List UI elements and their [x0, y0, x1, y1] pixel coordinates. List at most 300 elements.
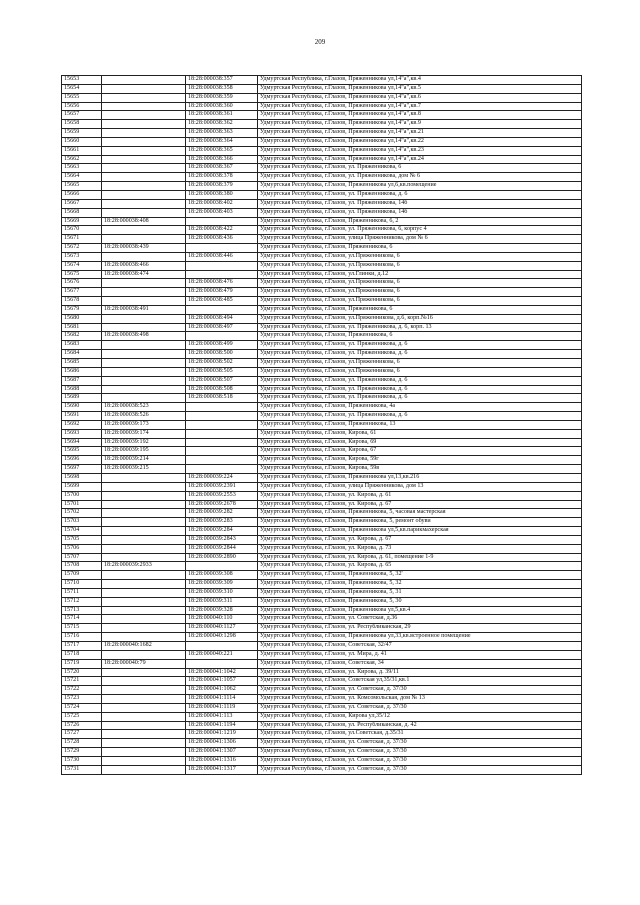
table-row: [62, 721, 582, 730]
cadastral-number-object-cell: 18:28:000041:1042: [186, 668, 258, 677]
cadastral-number-object-cell: 18:28:000038:403: [186, 208, 258, 217]
cadastral-number-parcel-cell: 18:28:000039:2933: [102, 562, 186, 571]
cadastral-number-object-cell: 18:28:000039:308: [186, 571, 258, 580]
address-cell: Удмуртская Республика, г.Глазов, Кирова, 61: [258, 429, 582, 438]
table-row: [62, 668, 582, 677]
row-number-cell: 15665: [62, 182, 102, 191]
row-number-cell: 15692: [62, 420, 102, 429]
address-cell: Удмуртская Республика, г.Глазов, Кирова, 59г: [258, 456, 582, 465]
cadastral-number-object-cell: 18:28:000038:361: [186, 111, 258, 120]
address-cell: Удмуртская Республика, г.Глазов, Пряженникова, 6: [258, 244, 582, 253]
address-cell: Удмуртская Республика, г.Глазов, ул. Республиканская, д. 42: [258, 721, 582, 730]
cadastral-number-parcel-cell: [102, 208, 186, 217]
cadastral-number-parcel-cell: 18:28:000039:214: [102, 456, 186, 465]
address-cell: Удмуртская Республика, г.Глазов, ул.Пряженникова, 6: [258, 297, 582, 306]
table-row: [62, 120, 582, 129]
row-number-cell: 15716: [62, 633, 102, 642]
row-number-cell: 15731: [62, 765, 102, 774]
row-number-cell: 15730: [62, 756, 102, 765]
address-cell: Удмуртская Республика, г.Глазов, Пряженникова, 5, 32: [258, 580, 582, 589]
table-row: [62, 76, 582, 85]
table-row: [62, 677, 582, 686]
address-cell: Удмуртская Республика, г.Глазов, Пряженникова, 5, 30: [258, 597, 582, 606]
address-cell: Удмуртская Республика, г.Глазов, ул. Советская, д. 37/30: [258, 686, 582, 695]
address-cell: Удмуртская Республика, г.Глазов, ул. Пряженникова, д. 6: [258, 341, 582, 350]
address-cell: Удмуртская Республика, г.Глазов, ул. Советская, д. 37/30: [258, 748, 582, 757]
cadastral-number-parcel-cell: [102, 527, 186, 536]
address-cell: Удмуртская Республика, г.Глазов, Кирова, 67: [258, 447, 582, 456]
row-number-cell: 15663: [62, 164, 102, 173]
cadastral-number-parcel-cell: 18:28:000038:523: [102, 403, 186, 412]
table-row: [62, 491, 582, 500]
address-cell: Удмуртская Республика, г.Глазов, Пряженникова ул,33,кв.встроенное помещение: [258, 633, 582, 642]
address-cell: Удмуртская Республика, г.Глазов, Пряженникова ул,14"а",кв.24: [258, 155, 582, 164]
table-row: [62, 394, 582, 403]
cadastral-number-object-cell: [186, 270, 258, 279]
address-cell: Удмуртская Республика, г.Глазов, Советская, 32/47: [258, 642, 582, 651]
row-number-cell: 15697: [62, 465, 102, 474]
address-cell: Удмуртская Республика, г.Глазов, ул. Пряженникова, дом № 6: [258, 173, 582, 182]
address-cell: Удмуртская Республика, г.Глазов, Пряженникова, 5, 31: [258, 588, 582, 597]
address-cell: Удмуртская Республика, г.Глазов, ул.Пряженникова, 6: [258, 359, 582, 368]
cadastral-number-parcel-cell: [102, 668, 186, 677]
row-number-cell: 15709: [62, 571, 102, 580]
cadastral-number-object-cell: 18:28:000039:310: [186, 588, 258, 597]
cadastral-number-parcel-cell: [102, 686, 186, 695]
address-cell: Удмуртская Республика, г.Глазов, ул. Республиканская, 29: [258, 624, 582, 633]
address-cell: Удмуртская Республика, г.Глазов, ул. Мира, д. 41: [258, 650, 582, 659]
table-row: [62, 412, 582, 421]
cadastral-number-parcel-cell: 18:28:000039:174: [102, 429, 186, 438]
cadastral-number-object-cell: 18:28:000041:1306: [186, 739, 258, 748]
row-number-cell: 15655: [62, 93, 102, 102]
row-number-cell: 15694: [62, 438, 102, 447]
row-number-cell: 15661: [62, 146, 102, 155]
row-number-cell: 15687: [62, 376, 102, 385]
cadastral-number-parcel-cell: [102, 615, 186, 624]
cadastral-number-parcel-cell: 18:28:000038:466: [102, 261, 186, 270]
cadastral-number-object-cell: 18:28:000039:2890: [186, 553, 258, 562]
table-row: [62, 553, 582, 562]
row-number-cell: 15700: [62, 491, 102, 500]
table-row: [62, 129, 582, 138]
cadastral-number-object-cell: 18:28:000039:309: [186, 580, 258, 589]
row-number-cell: 15667: [62, 199, 102, 208]
cadastral-number-object-cell: [186, 332, 258, 341]
cadastral-number-parcel-cell: [102, 288, 186, 297]
cadastral-number-parcel-cell: [102, 235, 186, 244]
cadastral-number-parcel-cell: [102, 606, 186, 615]
cadastral-number-parcel-cell: [102, 164, 186, 173]
address-cell: Удмуртская Республика, г.Глазов, Кирова, 69: [258, 438, 582, 447]
cadastral-number-parcel-cell: [102, 756, 186, 765]
table-row: [62, 544, 582, 553]
table-row: [62, 314, 582, 323]
address-cell: Удмуртская Республика, г.Глазов, ул.Пряженникова, 6: [258, 279, 582, 288]
cadastral-number-object-cell: 18:28:000038:494: [186, 314, 258, 323]
cadastral-number-parcel-cell: [102, 323, 186, 332]
page-number: 209: [314, 38, 326, 46]
row-number-cell: 15696: [62, 456, 102, 465]
address-cell: Удмуртская Республика, г.Глазов, ул. Кирова, д. 65: [258, 562, 582, 571]
row-number-cell: 15683: [62, 341, 102, 350]
address-cell: Удмуртская Республика, г.Глазов, ул. Кирова, д. 61: [258, 491, 582, 500]
cadastral-number-parcel-cell: [102, 509, 186, 518]
row-number-cell: 15702: [62, 509, 102, 518]
address-cell: Удмуртская Республика, г.Глазов, ул. Кирова, д. 67: [258, 535, 582, 544]
cadastral-number-object-cell: 18:28:000038:380: [186, 190, 258, 199]
table-row: [62, 376, 582, 385]
cadastral-number-object-cell: 18:28:000038:518: [186, 394, 258, 403]
cadastral-number-object-cell: 18:28:000041:1119: [186, 703, 258, 712]
cadastral-number-parcel-cell: [102, 93, 186, 102]
table-row: [62, 588, 582, 597]
row-number-cell: 15680: [62, 314, 102, 323]
row-number-cell: 15713: [62, 606, 102, 615]
address-cell: Удмуртская Республика, г.Глазов, ул. Кирова, д. 73: [258, 544, 582, 553]
row-number-cell: 15681: [62, 323, 102, 332]
cadastral-number-object-cell: 18:28:000039:282: [186, 509, 258, 518]
cadastral-number-object-cell: 18:28:000039:2844: [186, 544, 258, 553]
table-row: [62, 465, 582, 474]
table-row: [62, 226, 582, 235]
address-cell: Удмуртская Республика, г.Глазов, Пряженникова, 6, 2: [258, 217, 582, 226]
address-cell: Удмуртская Республика, г.Глазов, ул. Пряженникова, д. 6: [258, 190, 582, 199]
address-cell: Удмуртская Республика, г.Глазов, ул. Советская, д.36: [258, 615, 582, 624]
cadastral-number-parcel-cell: [102, 76, 186, 85]
row-number-cell: 15679: [62, 305, 102, 314]
address-cell: Удмуртская Республика, г.Глазов, улица Пряженникова, дом 13: [258, 482, 582, 491]
cadastral-number-parcel-cell: [102, 748, 186, 757]
cadastral-number-object-cell: 18:28:000038:476: [186, 279, 258, 288]
cadastral-number-parcel-cell: [102, 650, 186, 659]
cadastral-number-object-cell: 18:28:000040:221: [186, 650, 258, 659]
cadastral-number-object-cell: [186, 217, 258, 226]
cadastral-number-object-cell: 18:28:000039:283: [186, 518, 258, 527]
cadastral-number-object-cell: [186, 261, 258, 270]
cadastral-number-parcel-cell: 18:28:000039:195: [102, 447, 186, 456]
address-cell: Удмуртская Республика, г.Глазов, ул. Советская, д. 37/30: [258, 765, 582, 774]
table-row: [62, 235, 582, 244]
table-row: [62, 624, 582, 633]
cadastral-number-parcel-cell: 18:28:000038:474: [102, 270, 186, 279]
cadastral-number-object-cell: 18:28:000039:311: [186, 597, 258, 606]
cadastral-number-object-cell: 18:28:000038:357: [186, 76, 258, 85]
cadastral-number-parcel-cell: [102, 677, 186, 686]
cadastral-number-parcel-cell: [102, 394, 186, 403]
address-cell: Удмуртская Республика, г.Глазов, ул. Кирова, д. 61, помещение 1-9: [258, 553, 582, 562]
cadastral-number-parcel-cell: 18:28:000038:526: [102, 412, 186, 421]
cadastral-number-parcel-cell: [102, 730, 186, 739]
row-number-cell: 15699: [62, 482, 102, 491]
table-row: [62, 642, 582, 651]
address-cell: Удмуртская Республика, г.Глазов, Пряженникова ул,14"а",кв.23: [258, 146, 582, 155]
address-cell: Удмуртская Республика, г.Глазов, Пряженникова ул,14"а",кв.4: [258, 76, 582, 85]
row-number-cell: 15657: [62, 111, 102, 120]
address-cell: Удмуртская Республика, г.Глазов, ул.Пряженникова, 6: [258, 288, 582, 297]
address-cell: Удмуртская Республика, г.Глазов, ул.Советская, д.35/31: [258, 730, 582, 739]
table-row: [62, 695, 582, 704]
cadastral-number-object-cell: 18:28:000038:358: [186, 84, 258, 93]
cadastral-number-object-cell: 18:28:000039:328: [186, 606, 258, 615]
table-row: [62, 350, 582, 359]
cadastral-number-parcel-cell: [102, 597, 186, 606]
row-number-cell: 15724: [62, 703, 102, 712]
cadastral-number-parcel-cell: [102, 553, 186, 562]
address-cell: Удмуртская Республика, г.Глазов, улица Пряженникова, дом № 6: [258, 235, 582, 244]
cadastral-number-parcel-cell: [102, 279, 186, 288]
cadastral-number-object-cell: 18:28:000039:2553: [186, 491, 258, 500]
table-row: [62, 615, 582, 624]
table-row: [62, 102, 582, 111]
cadastral-number-parcel-cell: 18:28:000040:1682: [102, 642, 186, 651]
table-row: [62, 606, 582, 615]
table-row: [62, 473, 582, 482]
cadastral-number-object-cell: 18:28:000039:2678: [186, 500, 258, 509]
cadastral-number-parcel-cell: [102, 314, 186, 323]
cadastral-number-object-cell: [186, 659, 258, 668]
table-row: [62, 111, 582, 120]
cadastral-number-parcel-cell: 18:28:000038:439: [102, 244, 186, 253]
cadastral-number-parcel-cell: [102, 120, 186, 129]
cadastral-number-object-cell: 18:28:000038:364: [186, 137, 258, 146]
table-row: [62, 190, 582, 199]
cadastral-number-parcel-cell: [102, 739, 186, 748]
table-row: [62, 164, 582, 173]
table-row: [62, 730, 582, 739]
address-cell: Удмуртская Республика, г.Глазов, ул. Пряженникова, д. 6: [258, 376, 582, 385]
row-number-cell: 15678: [62, 297, 102, 306]
cadastral-number-parcel-cell: [102, 199, 186, 208]
address-cell: Удмуртская Республика, г.Глазов, Пряженникова ул,14"а",кв.22: [258, 137, 582, 146]
address-cell: Удмуртская Республика, г.Глазов, Пряженникова, 5, часовая мастерская: [258, 509, 582, 518]
cadastral-number-object-cell: 18:28:000038:366: [186, 155, 258, 164]
cadastral-number-parcel-cell: 18:28:000039:215: [102, 465, 186, 474]
row-number-cell: 15691: [62, 412, 102, 421]
cadastral-number-parcel-cell: 18:28:000038:408: [102, 217, 186, 226]
cadastral-number-parcel-cell: [102, 721, 186, 730]
cadastral-number-parcel-cell: [102, 385, 186, 394]
row-number-cell: 15718: [62, 650, 102, 659]
address-cell: Удмуртская Республика, г.Глазов, Кирова, 59в: [258, 465, 582, 474]
table-row: [62, 562, 582, 571]
cadastral-number-parcel-cell: [102, 695, 186, 704]
table-row: [62, 323, 582, 332]
row-number-cell: 15715: [62, 624, 102, 633]
row-number-cell: 15658: [62, 120, 102, 129]
address-cell: Удмуртская Республика, г.Глазов, ул. Кирова, д. 39/11: [258, 668, 582, 677]
table-row: [62, 756, 582, 765]
address-cell: Удмуртская Республика, г.Глазов, ул. Пряженникова, д. 6: [258, 385, 582, 394]
cadastral-number-object-cell: [186, 642, 258, 651]
address-cell: Удмуртская Республика, г.Глазов, Пряженникова, 6: [258, 332, 582, 341]
row-number-cell: 15708: [62, 562, 102, 571]
row-number-cell: 15673: [62, 252, 102, 261]
cadastral-number-parcel-cell: [102, 359, 186, 368]
address-cell: Удмуртская Республика, г.Глазов, ул. Советская, д. 37/30: [258, 703, 582, 712]
cadastral-number-object-cell: [186, 429, 258, 438]
registry-table: [61, 75, 582, 775]
cadastral-number-object-cell: 18:28:000041:1194: [186, 721, 258, 730]
cadastral-number-object-cell: 18:28:000041:113: [186, 712, 258, 721]
table-row: [62, 686, 582, 695]
table-row: [62, 359, 582, 368]
address-cell: Удмуртская Республика, г.Глазов, ул. Пряженникова, д. 6: [258, 394, 582, 403]
cadastral-number-object-cell: 18:28:000041:1057: [186, 677, 258, 686]
table-row: [62, 403, 582, 412]
address-cell: Удмуртская Республика, г.Глазов, Пряженникова ул,13,кв.216: [258, 473, 582, 482]
address-cell: Удмуртская Республика, г.Глазов, ул.Пряженникова, 6: [258, 252, 582, 261]
cadastral-number-object-cell: [186, 447, 258, 456]
table-row: [62, 367, 582, 376]
address-cell: Удмуртская Республика, г.Глазов, Пряженникова ул,14"а",кв.9: [258, 120, 582, 129]
cadastral-number-parcel-cell: 18:28:000038:498: [102, 332, 186, 341]
cadastral-number-parcel-cell: 18:28:000040:79: [102, 659, 186, 668]
row-number-cell: 15711: [62, 588, 102, 597]
row-number-cell: 15686: [62, 367, 102, 376]
row-number-cell: 15714: [62, 615, 102, 624]
row-number-cell: 15666: [62, 190, 102, 199]
cadastral-number-parcel-cell: [102, 102, 186, 111]
cadastral-number-parcel-cell: [102, 712, 186, 721]
address-cell: Удмуртская Республика, г.Глазов, ул. Пряженникова, 14б: [258, 199, 582, 208]
cadastral-number-parcel-cell: [102, 588, 186, 597]
cadastral-number-parcel-cell: [102, 155, 186, 164]
table-row: [62, 93, 582, 102]
cadastral-number-parcel-cell: [102, 571, 186, 580]
cadastral-number-object-cell: 18:28:000041:1114: [186, 695, 258, 704]
table-row: [62, 482, 582, 491]
cadastral-number-parcel-cell: [102, 544, 186, 553]
row-number-cell: 15712: [62, 597, 102, 606]
cadastral-number-parcel-cell: 18:28:000039:192: [102, 438, 186, 447]
cadastral-number-parcel-cell: [102, 535, 186, 544]
row-number-cell: 15705: [62, 535, 102, 544]
cadastral-number-object-cell: 18:28:000038:367: [186, 164, 258, 173]
address-cell: Удмуртская Республика, г.Глазов, Пряженникова ул,14"а",кв.7: [258, 102, 582, 111]
table-row: [62, 182, 582, 191]
row-number-cell: 15671: [62, 235, 102, 244]
cadastral-number-parcel-cell: [102, 129, 186, 138]
cadastral-number-object-cell: 18:28:000038:499: [186, 341, 258, 350]
registry-table-body: [62, 76, 582, 775]
row-number-cell: 15690: [62, 403, 102, 412]
cadastral-number-object-cell: 18:28:000038:365: [186, 146, 258, 155]
cadastral-number-object-cell: 18:28:000041:1317: [186, 765, 258, 774]
table-row: [62, 173, 582, 182]
row-number-cell: 15670: [62, 226, 102, 235]
row-number-cell: 15674: [62, 261, 102, 270]
table-row: [62, 270, 582, 279]
cadastral-number-parcel-cell: [102, 146, 186, 155]
address-cell: Удмуртская Республика, г.Глазов, ул.Пряженникова, 6: [258, 261, 582, 270]
cadastral-number-parcel-cell: [102, 765, 186, 774]
table-row: [62, 650, 582, 659]
cadastral-number-object-cell: [186, 465, 258, 474]
cadastral-number-object-cell: 18:28:000041:1307: [186, 748, 258, 757]
table-row: [62, 535, 582, 544]
cadastral-number-parcel-cell: [102, 252, 186, 261]
table-row: [62, 456, 582, 465]
cadastral-number-object-cell: 18:28:000038:505: [186, 367, 258, 376]
cadastral-number-object-cell: [186, 403, 258, 412]
row-number-cell: 15682: [62, 332, 102, 341]
cadastral-number-parcel-cell: [102, 190, 186, 199]
table-row: [62, 748, 582, 757]
cadastral-number-parcel-cell: [102, 173, 186, 182]
cadastral-number-object-cell: 18:28:000039:2391: [186, 482, 258, 491]
cadastral-number-object-cell: 18:28:000038:485: [186, 297, 258, 306]
row-number-cell: 15701: [62, 500, 102, 509]
row-number-cell: 15723: [62, 695, 102, 704]
table-row: [62, 500, 582, 509]
table-row: [62, 703, 582, 712]
cadastral-number-object-cell: 18:28:000038:446: [186, 252, 258, 261]
row-number-cell: 15693: [62, 429, 102, 438]
row-number-cell: 15676: [62, 279, 102, 288]
table-row: [62, 385, 582, 394]
row-number-cell: 15675: [62, 270, 102, 279]
address-cell: Удмуртская Республика, г.Глазов, ул. Пряженникова, д. 6, корп. 13: [258, 323, 582, 332]
row-number-cell: 15728: [62, 739, 102, 748]
cadastral-number-object-cell: 18:28:000038:378: [186, 173, 258, 182]
table-row: [62, 447, 582, 456]
cadastral-number-object-cell: 18:28:000040:110: [186, 615, 258, 624]
table-row: [62, 429, 582, 438]
row-number-cell: 15703: [62, 518, 102, 527]
address-cell: Удмуртская Республика, г.Глазов, Пряженникова ул,6,кв.помещение: [258, 182, 582, 191]
row-number-cell: 15710: [62, 580, 102, 589]
cadastral-number-object-cell: [186, 412, 258, 421]
row-number-cell: 15722: [62, 686, 102, 695]
cadastral-number-parcel-cell: [102, 633, 186, 642]
cadastral-number-object-cell: [186, 562, 258, 571]
address-cell: Удмуртская Республика, г.Глазов, ул. Кирова, д. 67: [258, 500, 582, 509]
row-number-cell: 15707: [62, 553, 102, 562]
address-cell: Удмуртская Республика, г.Глазов, ул. Советская, д. 37/30: [258, 756, 582, 765]
cadastral-number-parcel-cell: [102, 297, 186, 306]
row-number-cell: 15677: [62, 288, 102, 297]
row-number-cell: 15672: [62, 244, 102, 253]
address-cell: Удмуртская Республика, г.Глазов, ул.Пряженникова, д.6, корп.№16: [258, 314, 582, 323]
cadastral-number-object-cell: 18:28:000039:2843: [186, 535, 258, 544]
cadastral-number-object-cell: 18:28:000038:359: [186, 93, 258, 102]
table-row: [62, 305, 582, 314]
table-row: [62, 217, 582, 226]
table-row: [62, 712, 582, 721]
cadastral-number-parcel-cell: [102, 482, 186, 491]
cadastral-number-parcel-cell: [102, 367, 186, 376]
cadastral-number-object-cell: 18:28:000038:508: [186, 385, 258, 394]
cadastral-number-parcel-cell: [102, 491, 186, 500]
cadastral-number-object-cell: [186, 305, 258, 314]
address-cell: Удмуртская Республика, г.Глазов, Советская ул,35/31,кв.1: [258, 677, 582, 686]
row-number-cell: 15656: [62, 102, 102, 111]
address-cell: Удмуртская Республика, г.Глазов, ул. Пряженникова, 6, корпус 4: [258, 226, 582, 235]
cadastral-number-parcel-cell: 18:28:000038:491: [102, 305, 186, 314]
row-number-cell: 15726: [62, 721, 102, 730]
cadastral-number-parcel-cell: [102, 703, 186, 712]
table-row: [62, 146, 582, 155]
address-cell: Удмуртская Республика, г.Глазов, Пряженникова, 4а: [258, 403, 582, 412]
row-number-cell: 15695: [62, 447, 102, 456]
cadastral-number-parcel-cell: 18:28:000039:173: [102, 420, 186, 429]
table-row: [62, 420, 582, 429]
table-row: [62, 84, 582, 93]
cadastral-number-parcel-cell: [102, 182, 186, 191]
cadastral-number-parcel-cell: [102, 137, 186, 146]
row-number-cell: 15662: [62, 155, 102, 164]
